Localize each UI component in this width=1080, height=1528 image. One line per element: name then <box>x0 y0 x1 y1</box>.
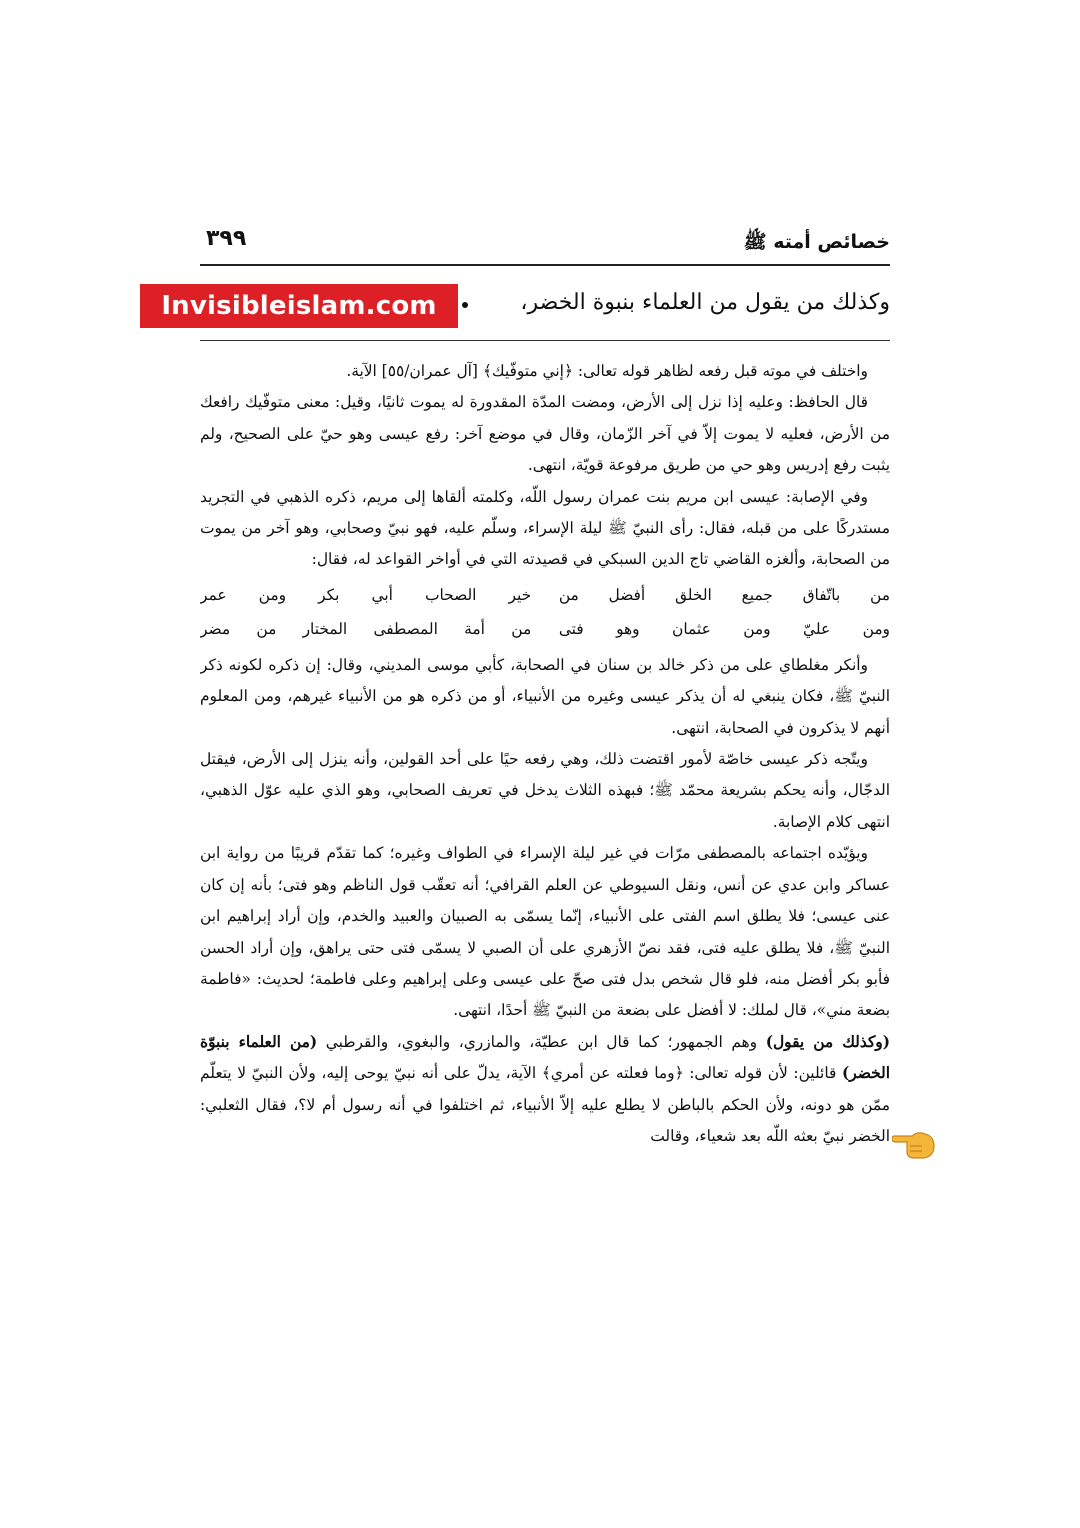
poem-hemistich: من باتّفاق جميع الخلق أفضل من <box>558 585 890 604</box>
matn-quote: (من العلماء بنبوّة الخضر) <box>200 1032 890 1083</box>
page-number: ٣٩٩ <box>206 226 247 251</box>
verse-rule <box>200 340 890 341</box>
paragraph: ويؤيّده اجتماعه بالمصطفى مرّات في غير ليلة الإسراء في الطواف وغيره؛ كما تقدّم قريبًا من رواية ابن عساكر وابن عدي عن أنس، ونقل السيوطي عن العلم القرافي؛ أنه تعقّب قول الناظم وهو فتى؛ بأنه إن كان عنى عيسى؛ فلا يطلق اسم الفتى على الأنبياء، إنّما يسمّى به الصبيان والعبيد والخدم، وإن أراد إبراهيم ابن النبيّ ﷺ، فلا يطلق عليه فتى، فقد نصّ الأزهري على أن الصبي لا يسمّى فتى حتى يراهق، وإن أراد الحسن فأبو بكر أفضل منه، فلو قال شخص بدل فتى صحّ على عيسى وعلى إبراهيم وعلى فاطمة؛ لحديث: «فاطمة بضعة مني»، قال لملك: لا أفضل على بضعة من النبيّ ﷺ أحدًا، انتهى. <box>200 844 890 1020</box>
matn-verse: وكذلك من يقول من العلماء بنبوة الخضر، <box>520 290 890 315</box>
paragraph: واختلف في موته قبل رفعه لظاهر قوله تعالى: ﴿إني متوفّيك﴾ [آل عمران/٥٥] الآية. <box>346 362 868 380</box>
paragraph: ويتّجه ذكر عيسى خاصّة لأمور اقتضت ذلك، وهي رفعه حيًا على أحد القولين، وأنه ينزل إلى الأرض، فيقتل الدجّال، وأنه يحكم بشريعة محمّد ﷺ؛ فبهذه الثلاث يدخل في تعريف الصحابي، وهو الذي عليه عوّل الذهبي، انتهى كلام الإصابة. <box>200 750 890 831</box>
running-header <box>200 226 890 266</box>
commentary-body <box>200 356 890 1296</box>
poem-verse <box>200 612 890 646</box>
chapter-title: خصائص أمته ﷺ <box>743 231 890 253</box>
commentary-text: وهم الجمهور؛ كما قال ابن عطيّة، والمازري، والبغوي، والقرطبي <box>317 1032 766 1051</box>
commentary-paragraph <box>200 1027 890 1153</box>
poem <box>200 578 890 646</box>
poem-hemistich: من أمة المصطفى المختار من مضر <box>200 619 532 638</box>
header-rule <box>200 264 890 266</box>
verse-dot <box>462 302 468 308</box>
pointing-hand-icon <box>892 1122 936 1162</box>
paragraph: وأنكر مغلطاي على من ذكر خالد بن سنان في الصحابة، كأبي موسى المديني، وقال: إن ذكره لكونه ذكر النبيّ ﷺ، فكان ينبغي له أن يذكر عيسى وغيره من الأنبياء، أو من ذكره هو من الأنبياء غيرهم، ومن المعلوم أنهم لا يذكرون في الصحابة، انتهى. <box>200 655 890 737</box>
paragraph: وفي الإصابة: عيسى ابن مريم بنت عمران رسول اللّه، وكلمته ألقاها إلى مريم، ذكره الذهبي في التجريد مستدركًا على من قبله، فقال: رأى النبيّ ﷺ ليلة الإسراء، وسلّم عليه، فهو نبيّ وصحابي، وهو آخر من يموت من الصحابة، وألغزه القاضي تاج الدين السبكي في قصيدته التي في أواخر القواعد له، فقال: <box>200 487 890 569</box>
poem-hemistich: ومن عليّ ومن عثمان وهو فتى <box>558 619 890 638</box>
paragraph: قال الحافظ: وعليه إذا نزل إلى الأرض، ومضت المدّة المقدورة له يموت ثانيًا، وقيل: معنى متوفّيك رافعك من الأرض، فعليه لا يموت إلاّ في آخر الزّمان، وقال في موضع آخر: رفع عيسى وهو حيّ على الصحيح، ولم يثبت رفع إدريس وهو حي من طريق مرفوعة قويّة، انتهى. <box>200 393 890 475</box>
poem-verse <box>200 578 890 612</box>
poem-hemistich: خير الصحاب أبي بكر ومن عمر <box>200 585 532 604</box>
watermark-banner: Invisibleislam.com <box>140 284 458 328</box>
matn-quote: (وكذلك من يقول) <box>765 1032 890 1051</box>
commentary-text: قائلين: لأن قوله تعالى: ﴿وما فعلته عن أمري﴾ الآية، يدلّ على أنه نبيّ يوحى إليه، ولأن النبيّ لا يتعلّم ممّن هو دونه، ولأن الحكم بالباطن لا يطلع عليه إلاّ الأنبياء، ثم اختلفوا في أنه رسول أم لا؟، فقال الثعلبي: الخضر نبيّ بعثه اللّه بعد شعياء، وقالت <box>200 1064 890 1145</box>
